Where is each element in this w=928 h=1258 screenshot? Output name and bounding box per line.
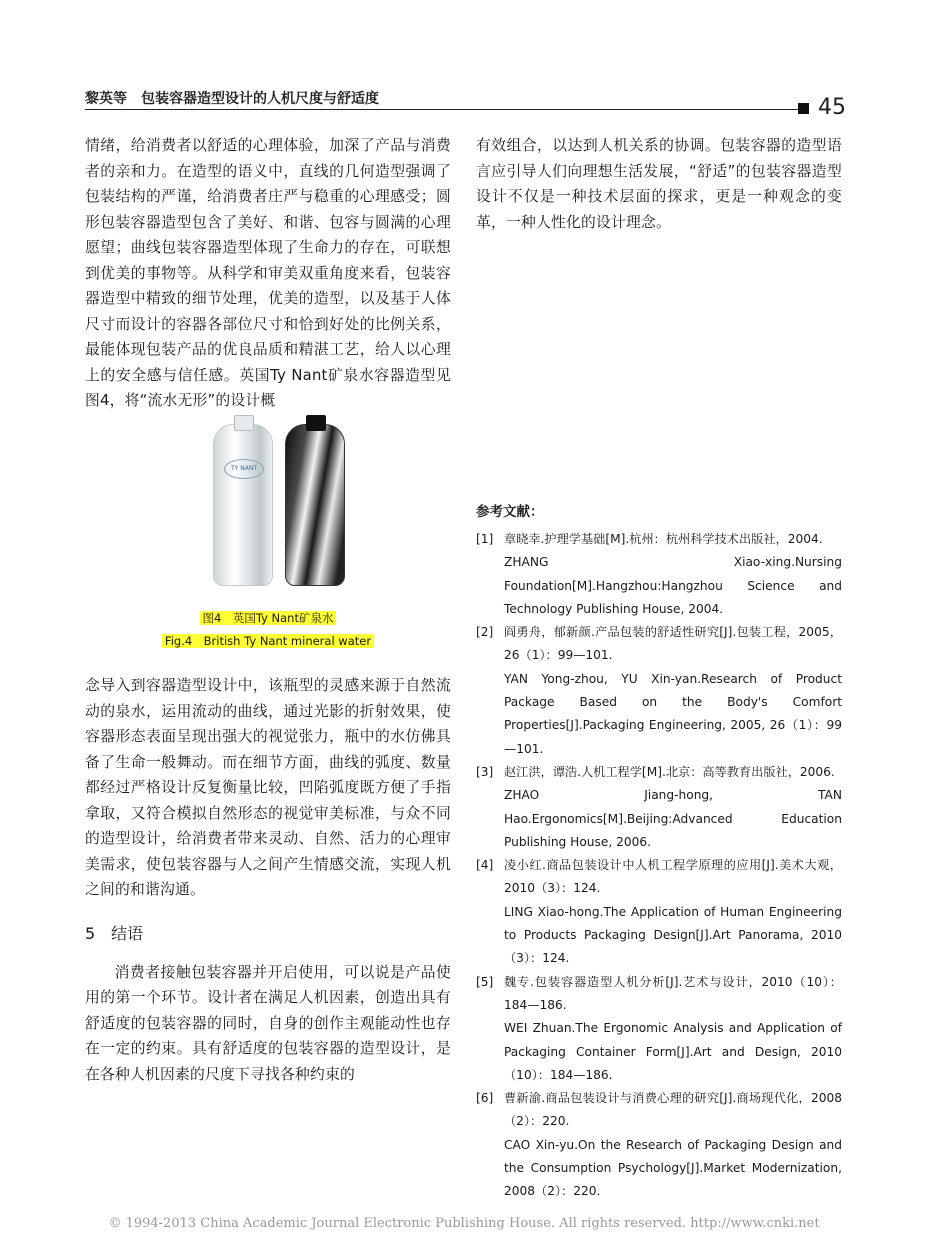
reference-item [476,854,842,970]
right-column [476,133,842,235]
reference-text-cn: 凌小红.商品包装设计中人机工程学原理的应用[J].美术大观，2010（3）：124. [504,858,842,896]
figure-4 [85,420,451,665]
reference-list [476,528,842,1204]
page-number: 45 [818,95,846,120]
reference-item [476,621,842,761]
copyright-footer: © 1994-2013 China Academic Journal Electronic Publishing House. All rights reserved. http://www.cnki.net [108,1216,820,1231]
left-paragraph-3: 消费者接触包装容器并开启使用，可以说是产品使用的第一个环节。设计者在满足人机因素，创造出具有舒适度的包装容器的同时，自身的创作主观能动性也存在一定的约束。具有舒适度的包装容器的造型设计，是在各种人机因素的尺度下寻找各种约束的 [85,963,451,1083]
references-section [476,500,842,1204]
reference-text-cn: 魏专.包装容器造型人机分析[J].艺术与设计，2010（10）：184—186. [504,974,842,1012]
reference-text-cn: 阎勇舟，郁新颜.产品包装的舒适性研究[J].包装工程，2005，26（1）：99—101. [504,625,842,663]
reference-text-cn: 章晓幸.护理学基础[M].杭州：杭州科学技术出版社，2004. [504,532,823,546]
figure-caption-cn: 图4 英国Ty Nant矿泉水 [85,610,451,626]
reference-item [476,528,842,621]
reference-number: [6] [476,1091,494,1106]
header-rule [85,109,802,110]
header-square-marker [798,103,809,114]
left-column [85,133,451,414]
reference-number: [3] [476,764,494,779]
right-paragraph-1: 有效组合，以达到人机关系的协调。包装容器的造型语言应引导人们向理想生活发展，“舒适”的包装容器造型设计不仅是一种技术层面的探求，更是一种观念的变革，一种人性化的设计理念。 [476,137,842,231]
bottle-cap [234,415,254,431]
left-paragraph-1: 情绪，给消费者以舒适的心理体验，加深了产品与消费者的亲和力。在造型的语义中，直线的几何造型强调了包装结构的严谨，给消费者庄严与稳重的心理感受；圆形包装容器造型包含了美好、和谐、包容与圆满的心理愿望；曲线包装容器造型体现了生命力的存在，可联想到优美的事物等。从科学和审美双重角度来看，包装容器造型中精致的细节处理，优美的造型，以及基于人体尺寸而设计的容器各部位尺寸和恰到好处的比例关系，最能体现包装产品的优良品质和精湛工艺，给人以心理上的安全感与信任感。英国Ty Nant矿泉水容器造型见图4，将“流水无形”的设计概 [85,137,451,409]
references-title: 参考文献： [476,504,544,520]
reference-text-cn: 曹新渝.商品包装设计与消费心理的研究[J].商场现代化，2008（2）：220. [504,1091,842,1129]
reference-text-en: ZHAO Jiang-hong, TAN Hao.Ergonomics[M].Beijing:Advanced Education Publishing House, 2006. [504,788,842,849]
reference-number: [1] [476,532,494,546]
reference-number: [4] [476,858,494,873]
reference-item [476,1087,842,1203]
running-header: 黎英等 包装容器造型设计的人机尺度与舒适度 [85,91,379,107]
left-column-lower [85,673,451,1087]
bottle-cap [306,415,326,431]
dark-bottle-image [285,424,345,586]
clear-bottle-image [213,424,273,586]
reference-text-cn: 赵江洪，谭浩.人机工程学[M].北京：高等教育出版社，2006. [504,764,835,779]
bottle-label: TY NANT [224,459,264,479]
reference-text-en: YAN Yong-zhou, YU Xin-yan.Research of Product Package Based on the Body's Comfort Properties[J].Packaging Engineering, 2005, 26（1）：99—101. [504,671,842,756]
reference-text-en: LING Xiao-hong.The Application of Human Engineering to Products Packaging Design[J].Art Panorama, 2010（3）：124. [504,904,842,966]
reference-number: [5] [476,974,494,989]
reference-text-en: WEI Zhuan.The Ergonomic Analysis and Application of Packaging Container Form[J].Art and Design, 2010（10）：184—186. [504,1021,842,1082]
reference-text-en: ZHANG Xiao-xing.Nursing Foundation[M].Hangzhou:Hangzhou Science and Technology Publishing House, 2004. [504,555,842,616]
reference-text-en: CAO Xin-yu.On the Research of Packaging Design and the Consumption Psychology[J].Market Modernization, 2008（2）：220. [504,1137,842,1199]
reference-item [476,761,842,854]
section-title: 5 结语 [85,923,144,943]
figure-caption-en: Fig.4 British Ty Nant mineral water [85,633,451,649]
left-paragraph-2: 念导入到容器造型设计中，该瓶型的灵感来源于自然流动的泉水，运用流动的曲线，通过光影的折射效果，使容器形态表面呈现出强大的视觉张力，瓶中的水仿佛具备了生命一般舞动。而在细节方面，曲线的弧度、数量都经过严格设计反复衡量比较，凹陷弧度既方便了手指拿取，又符合模拟自然形态的视觉审美标准，与众不同的造型设计，给消费者带来灵动、自然、活力的心理审美需求，使包装容器与人之间产生情感交流，实现人机之间的和谐沟通。 [85,677,451,898]
reference-item [476,971,842,1087]
reference-number: [2] [476,625,494,640]
